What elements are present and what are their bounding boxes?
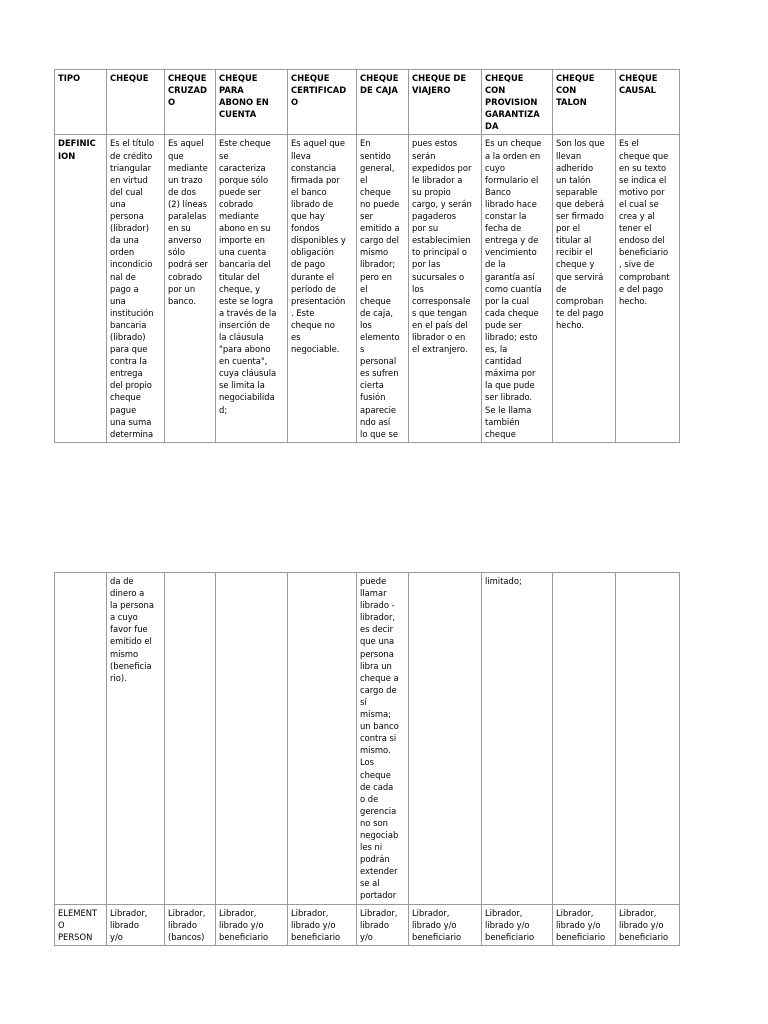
continuation-cheque-certificado (288, 573, 357, 905)
header-cheque-abono-cuenta: CHEQUE PARA ABONO EN CUENTA (216, 70, 288, 135)
definicion-cheque-viajero: pues estos serán expedidos por le librador a su propio cargo, y serán pagaderos por su establecimien to principal o por las sucursales o los corresponsale s que tengan en el país del librador o en el extranjero. (409, 135, 482, 442)
cheque-types-table-page-2 (54, 572, 680, 946)
header-cheque-provision-garantizada: CHEQUE CON PROVISION GARANTIZA DA (482, 70, 553, 135)
continuation-cheque-caja: puede llamar librado - librador, es decir que una persona libra un cheque a cargo de sí misma; un banco contra si mismo. Los cheque de cada o de gerencia no son negociab les ni podrán extender se al portador (357, 573, 409, 905)
header-cheque-certificado: CHEQUE CERTIFICAD O (288, 70, 357, 135)
cheque-types-table-page-1 (54, 69, 680, 443)
elementos-cheque-cruzado: Librador, librado (bancos) (165, 904, 216, 945)
header-cheque: CHEQUE (107, 70, 165, 135)
continuation-cheque: da de dinero a la persona a cuyo favor fue emitido el mismo (beneficia rio). (107, 573, 165, 905)
definicion-cheque-cruzado: Es aquel que mediante un trazo de dos (2) líneas paralelas en su anverso sólo podrá ser cobrado por un banco. (165, 135, 216, 442)
definicion-continuation-row (55, 573, 680, 905)
definicion-cheque-certificado: Es aquel que lleva constancia firmada por el banco librado de que hay fondos disponibles y obligación de pago durante el período de presentación . Este cheque no es negociable. (288, 135, 357, 442)
continuation-cheque-provision-garantizada: limitado; (482, 573, 553, 905)
elementos-cheque-viajero: Librador, librado y/o beneficiario (409, 904, 482, 945)
elementos-cheque-certificado: Librador, librado y/o beneficiario (288, 904, 357, 945)
row-label-definicion: DEFINIC ION (55, 135, 107, 442)
header-cheque-cruzado: CHEQUE CRUZAD O (165, 70, 216, 135)
elementos-cheque-causal: Librador, librado y/o beneficiario (616, 904, 680, 945)
elementos-cheque-abono-cuenta: Librador, librado y/o beneficiario (216, 904, 288, 945)
elementos-cheque-provision-garantizada: Librador, librado y/o beneficiario (482, 904, 553, 945)
row-label-elementos: ELEMENT O PERSON (55, 904, 107, 945)
row-label-continuation (55, 573, 107, 905)
continuation-cheque-abono-cuenta (216, 573, 288, 905)
definicion-cheque-talon: Son los que llevan adherido un talón separable que deberá ser firmado por el titular al recibir el cheque y que servirá de comproban te del pago hecho. (553, 135, 616, 442)
header-cheque-caja: CHEQUE DE CAJA (357, 70, 409, 135)
continuation-cheque-cruzado (165, 573, 216, 905)
elementos-cheque-caja: Librador, librado y/o (357, 904, 409, 945)
definicion-cheque-causal: Es el cheque que en su texto se indica el motivo por el cual se crea y al tener el endoso del beneficiario , sive de comprobant e del pago hecho. (616, 135, 680, 442)
definicion-cheque-caja: En sentido general, el cheque no puede ser emitido a cargo del mismo librador; pero en el cheque de caja, los elemento s personal es sufren cierta fusión aparecie ndo así lo que se (357, 135, 409, 442)
definicion-cheque: Es el título de crédito triangular en virtud del cual una persona (librador) da una orden incondicio nal de pago a una institución bancaria (librado) para que contra la entrega del propio cheque pague una suma determina (107, 135, 165, 442)
continuation-cheque-viajero (409, 573, 482, 905)
header-cheque-causal: CHEQUE CAUSAL (616, 70, 680, 135)
elementos-row (55, 904, 680, 945)
header-cheque-viajero: CHEQUE DE VIAJERO (409, 70, 482, 135)
definicion-row (55, 135, 680, 442)
continuation-cheque-causal (616, 573, 680, 905)
header-tipo: TIPO (55, 70, 107, 135)
header-cheque-talon: CHEQUE CON TALON (553, 70, 616, 135)
elementos-cheque: Librador, librado y/o (107, 904, 165, 945)
definicion-cheque-provision-garantizada: Es un cheque a la orden en cuyo formulario el Banco librado hace constar la fecha de entrega y de vencimiento de la garantía así como cuantía por la cual cada cheque pude ser librado; esto es, la cantidad máxima por la que pude ser librado. Se le llama también cheque (482, 135, 553, 442)
elementos-cheque-talon: Librador, librado y/o beneficiario (553, 904, 616, 945)
definicion-cheque-abono-cuenta: Este cheque se caracteriza porque sólo puede ser cobrado mediante abono en su importe en una cuenta bancaria del titular del cheque, y este se logra a través de la inserción de la cláusula "para abono en cuenta", cuya cláusula se limita la negociabilida d; (216, 135, 288, 442)
continuation-cheque-talon (553, 573, 616, 905)
header-row (55, 70, 680, 135)
